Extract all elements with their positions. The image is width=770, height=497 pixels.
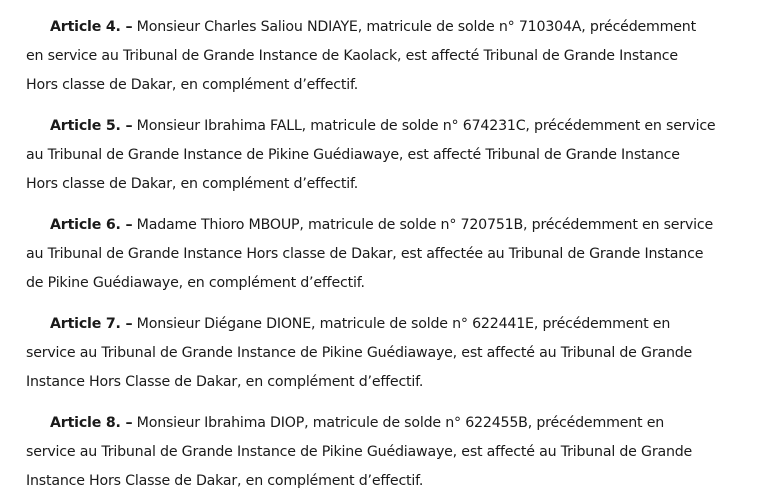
article-text: Monsieur Ibrahima FALL, matricule de solde n° 674231C, précédemment en service: [132, 118, 716, 134]
article-6: [26, 211, 724, 298]
article-paragraph: [26, 112, 724, 199]
article-line: [26, 211, 724, 240]
article-line: Instance Hors Classe de Dakar, en complément d’effectif.: [26, 473, 424, 489]
article-4: [26, 13, 724, 100]
article-line: Hors classe de Dakar, en complément d’effectif.: [26, 77, 359, 93]
article-5: [26, 112, 724, 199]
article-text: Madame Thioro MBOUP, matricule de solde n° 720751B, précédemment en service: [132, 217, 714, 233]
article-line: [26, 112, 724, 141]
article-paragraph: [26, 409, 724, 496]
article-line: service au Tribunal de Grande Instance de Pikine Guédiawaye, est affecté au Tribunal de Grande: [26, 444, 693, 460]
article-label: Article 4. –: [50, 19, 133, 35]
article-paragraph: [26, 13, 724, 100]
article-line: de Pikine Guédiawaye, en complément d’effectif.: [26, 275, 365, 291]
article-line: en service au Tribunal de Grande Instance de Kaolack, est affecté Tribunal de Grande Instance: [26, 48, 678, 64]
article-paragraph: [26, 310, 724, 397]
article-8: [26, 409, 724, 496]
article-label: Article 8. –: [50, 415, 133, 431]
article-text: Monsieur Diégane DIONE, matricule de solde n° 622441E, précédemment en: [132, 316, 671, 332]
article-line: service au Tribunal de Grande Instance de Pikine Guédiawaye, est affecté au Tribunal de Grande: [26, 345, 693, 361]
article-text: Monsieur Charles Saliou NDIAYE, matricule de solde n° 710304A, précédemment: [132, 19, 696, 35]
article-text: Monsieur Ibrahima DIOP, matricule de solde n° 622455B, précédemment en: [132, 415, 665, 431]
article-label: Article 7. –: [50, 316, 133, 332]
article-line: au Tribunal de Grande Instance Hors classe de Dakar, est affectée au Tribunal de Grande Instance: [26, 246, 704, 262]
article-line: [26, 13, 724, 42]
article-line: au Tribunal de Grande Instance de Pikine Guédiawaye, est affecté Tribunal de Grande Instance: [26, 147, 680, 163]
article-label: Article 6. –: [50, 217, 133, 233]
article-paragraph: [26, 211, 724, 298]
article-line: Hors classe de Dakar, en complément d’effectif.: [26, 176, 359, 192]
article-7: [26, 310, 724, 397]
article-line: [26, 409, 724, 438]
article-line: [26, 310, 724, 339]
article-label: Article 5. –: [50, 118, 133, 134]
article-line: Instance Hors Classe de Dakar, en complément d’effectif.: [26, 374, 424, 390]
